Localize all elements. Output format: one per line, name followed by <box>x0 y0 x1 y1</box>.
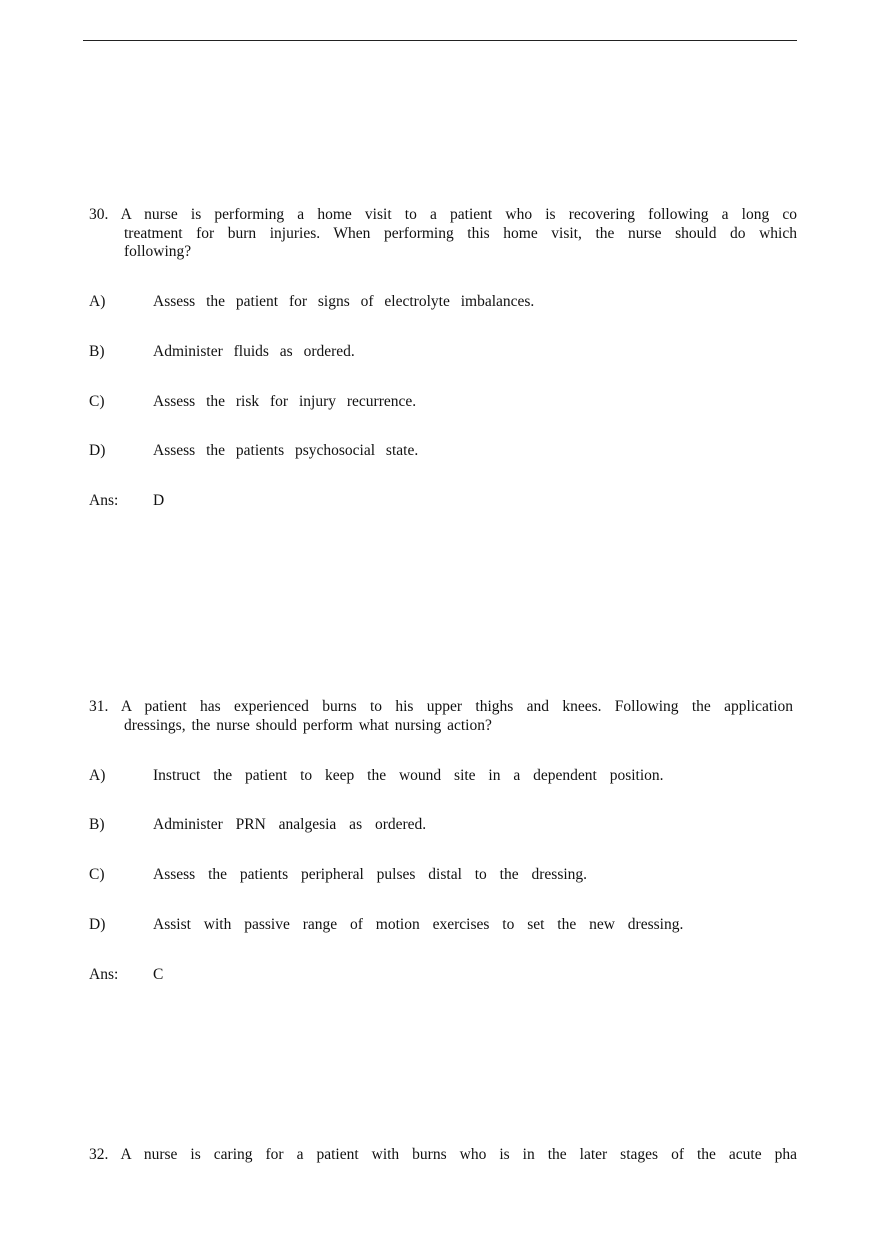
question-text-line: treatment for burn injuries. When performing this home visit, the nurse should do which <box>124 225 797 242</box>
question-text-line: dressings, the nurse should perform what nursing action? <box>124 717 492 734</box>
option-text: Assess the patients psychosocial state. <box>153 442 419 459</box>
question-text-line: following? <box>124 243 192 260</box>
option-text: Assess the patient for signs of electrolyte imbalances. <box>153 293 535 310</box>
answer-label: Ans: <box>89 966 119 983</box>
option-text: Assess the risk for injury recurrence. <box>153 393 417 410</box>
option-letter: D) <box>89 442 106 459</box>
option-text: Instruct the patient to keep the wound site in a dependent position. <box>153 767 664 784</box>
question-text-line: 32. A nurse is caring for a patient with burns who is in the later stages of the acute pha <box>89 1146 797 1163</box>
option-letter: C) <box>89 393 105 410</box>
option-text: Assess the patients peripheral pulses distal to the dressing. <box>153 866 588 883</box>
option-letter: B) <box>89 343 105 360</box>
option-letter: A) <box>89 293 106 310</box>
answer-value: C <box>153 966 164 983</box>
option-letter: A) <box>89 767 106 784</box>
option-text: Assist with passive range of motion exercises to set the new dressing. <box>153 916 684 933</box>
option-text: Administer fluids as ordered. <box>153 343 355 360</box>
option-letter: B) <box>89 816 105 833</box>
answer-value: D <box>153 492 165 509</box>
option-letter: D) <box>89 916 106 933</box>
option-letter: C) <box>89 866 105 883</box>
option-text: Administer PRN analgesia as ordered. <box>153 816 427 833</box>
question-text-line: 31. A patient has experienced burns to his upper thighs and knees. Following the application <box>89 698 793 715</box>
answer-label: Ans: <box>89 492 119 509</box>
question-text-line: 30. A nurse is performing a home visit to a patient who is recovering following a long co <box>89 206 797 223</box>
header-rule <box>83 40 797 41</box>
